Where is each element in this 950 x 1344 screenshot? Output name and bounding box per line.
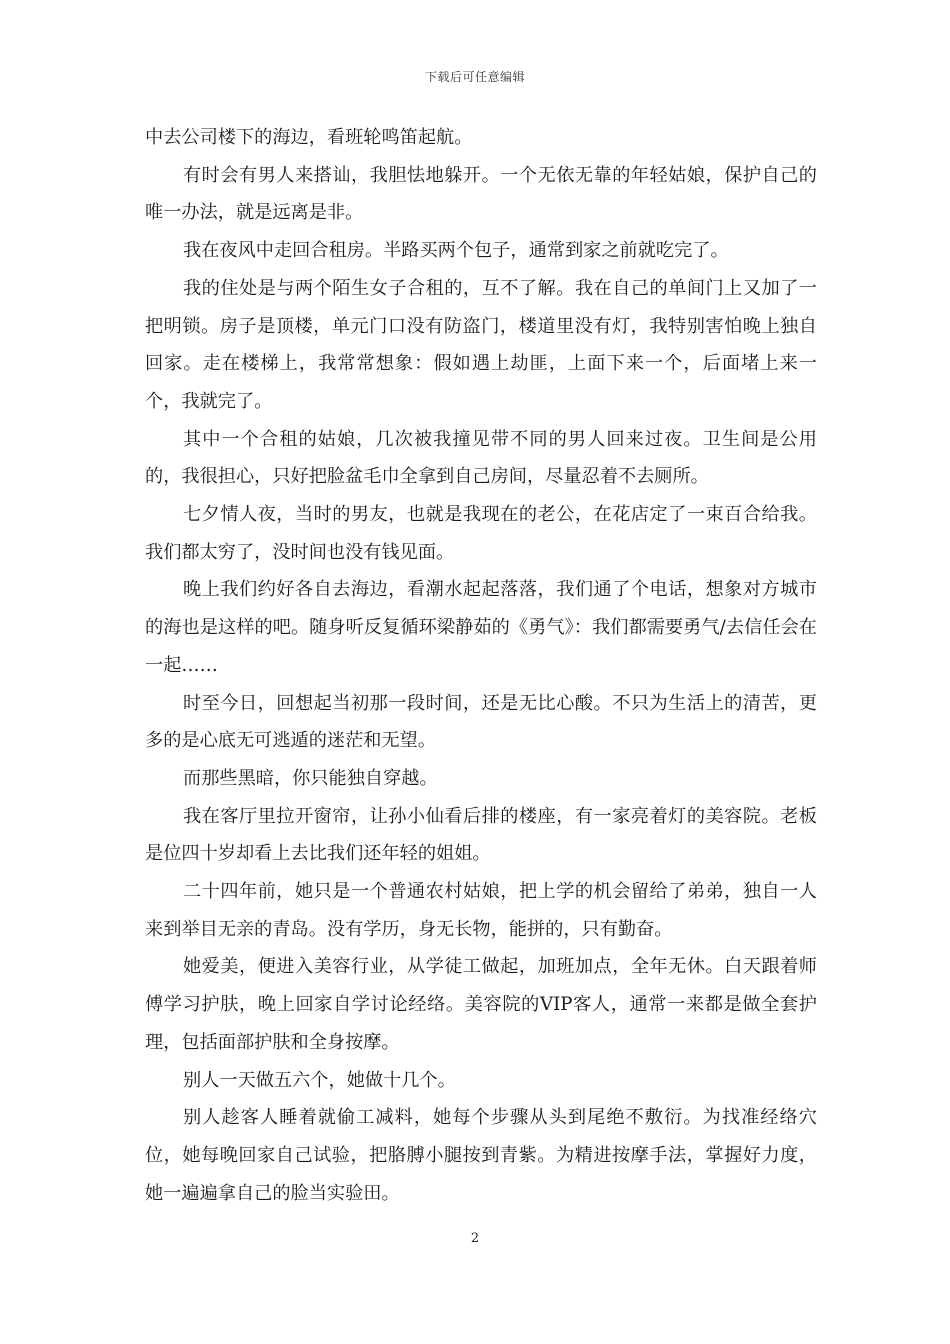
paragraph: 而那些黑暗，你只能独自穿越。: [183, 767, 438, 789]
paragraph: 她爱美，便进入美容行业，从学徒工做起，加班加点，全年无休。白天跟着师傅学习护肤，晚上回家自学讨论经络。美容院的VIP客人，通常一来都是做全套护理，包括面部护肤和全身按摩。: [145, 956, 817, 1053]
header-note: 下载后可任意编辑: [424, 70, 525, 84]
paragraph: 我在客厅里拉开窗帘，让孙小仙看后排的楼座，有一家亮着灯的美容院。老板是位四十岁却看上去比我们还年轻的姐姐。: [145, 805, 817, 865]
paragraph: 中去公司楼下的海边，看班轮鸣笛起航。: [145, 127, 473, 148]
page-number: 2: [470, 1231, 480, 1246]
paragraph: 别人趁客人睡着就偷工减料，她每个步骤从头到尾绝不敷衍。为找准经络穴位，她每晚回家自己试验，把胳膊小腿按到青紫。为精进按摩手法，掌握好力度，她一遍遍拿自己的脸当实验田。: [145, 1107, 817, 1204]
paragraph: 别人一天做五六个，她做十几个。: [183, 1069, 456, 1091]
paragraph: 七夕情人夜，当时的男友，也就是我现在的老公，在花店定了一束百合给我。我们都太穷了，没时间也没有钱见面。: [145, 504, 817, 563]
paragraph: 我在夜风中走回合租房。半路买两个包子，通常到家之前就吃完了。: [183, 240, 729, 262]
paragraph: 我的住处是与两个陌生女子合租的，互不了解。我在自己的单间门上又加了一把明锁。房子是顶楼，单元门口没有防盗门，楼道里没有灯，我特别害怕晚上独自回家。走在楼梯上，我常常想象：假如遇上劫匪，上面下来一个，后面堵上来一个，我就完了。: [145, 277, 817, 412]
body-text: [145, 119, 817, 1212]
paragraph: 时至今日，回想起当初那一段时间，还是无比心酸。不只为生活上的清苦，更多的是心底无可逃遁的迷茫和无望。: [145, 692, 817, 752]
paragraph: 二十四年前，她只是一个普通农村姑娘，把上学的机会留给了弟弟，独自一人来到举目无亲的青岛。没有学历，身无长物，能拼的，只有勤奋。: [145, 881, 817, 940]
paragraph: 有时会有男人来搭讪，我胆怯地躲开。一个无依无靠的年轻姑娘，保护自己的唯一办法，就是远离是非。: [145, 164, 817, 224]
paragraph: 其中一个合租的姑娘，几次被我撞见带不同的男人回来过夜。卫生间是公用的，我很担心，只好把脸盆毛巾全拿到自己房间，尽量忍着不去厕所。: [145, 428, 817, 488]
paragraph: 晚上我们约好各自去海边，看潮水起起落落，我们通了个电话，想象对方城市的海也是这样的吧。随身听反复循环梁静茹的《勇气》：我们都需要勇气/去信任会在一起……: [145, 579, 817, 676]
